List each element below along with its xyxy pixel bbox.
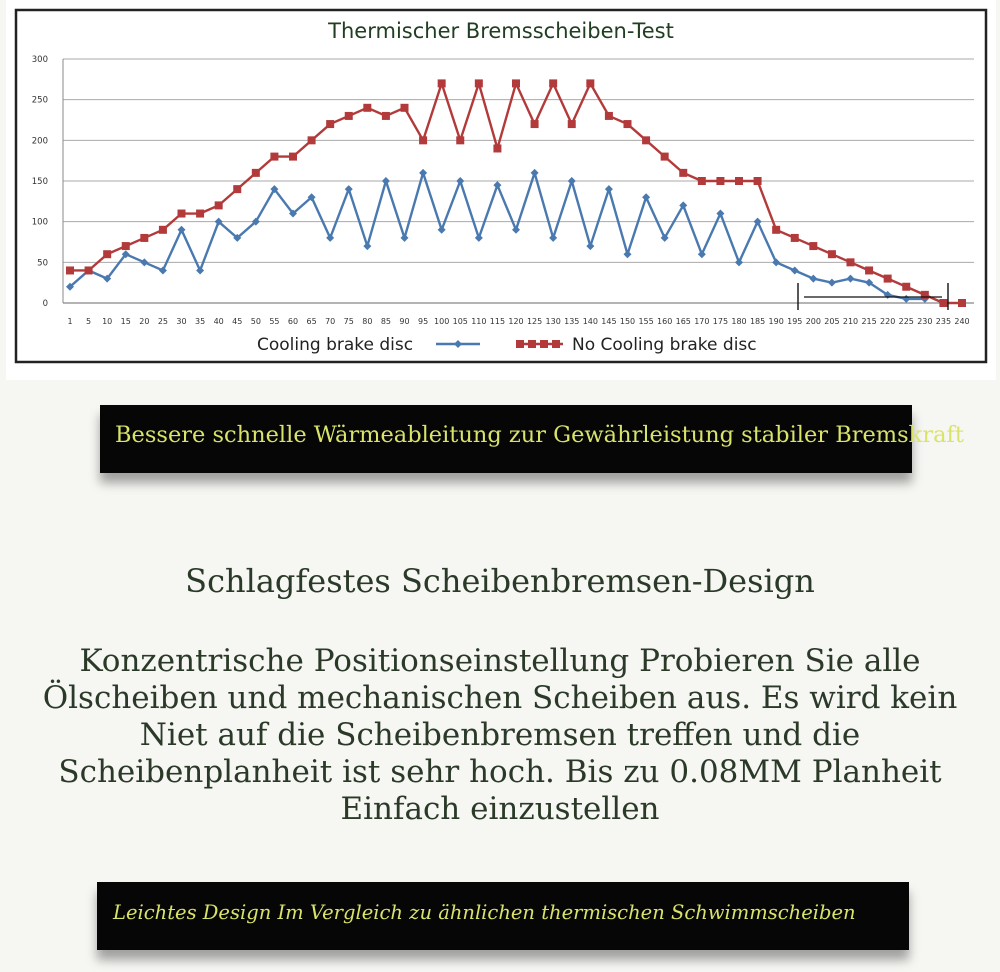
data-point <box>66 266 74 274</box>
bottom-banner-text: Leichtes Design Im Vergleich zu ähnlichen thermischen Schwimmscheiben <box>113 901 856 924</box>
data-point <box>679 169 687 177</box>
x-tick-label: 135 <box>564 317 580 326</box>
data-point <box>456 136 464 144</box>
section-body-line: Einfach einzustellen <box>340 791 660 827</box>
x-tick-label: 160 <box>657 317 673 326</box>
x-tick-label: 85 <box>380 317 392 326</box>
data-point <box>809 242 817 250</box>
data-point <box>791 234 799 242</box>
data-point <box>512 79 520 87</box>
x-tick-label: 65 <box>306 317 317 326</box>
data-point <box>85 266 93 274</box>
legend-label-no-cooling: No Cooling brake disc <box>572 335 757 355</box>
section-body-line: Konzentrische Positionseinstellung Probieren Sie alle <box>79 643 921 679</box>
x-tick-label: 5 <box>86 317 92 326</box>
x-tick-label: 230 <box>917 317 933 326</box>
x-tick-label: 155 <box>638 317 654 326</box>
x-tick-label: 110 <box>471 317 487 326</box>
data-point <box>698 177 706 185</box>
x-tick-label: 35 <box>194 317 206 326</box>
legend-marker-no-cooling <box>540 340 548 348</box>
data-point <box>642 136 650 144</box>
data-point <box>735 177 743 185</box>
brake-disc-temperature-chart <box>6 0 996 380</box>
x-tick-label: 125 <box>526 317 543 326</box>
data-point <box>865 266 873 274</box>
legend-marker-no-cooling <box>528 340 536 348</box>
data-point <box>103 250 111 258</box>
section-body <box>0 643 1000 828</box>
data-point <box>122 242 130 250</box>
x-tick-label: 55 <box>269 317 280 326</box>
x-tick-label: 1 <box>67 317 73 326</box>
data-point <box>902 283 910 291</box>
x-tick-label: 195 <box>787 317 803 326</box>
x-tick-label: 130 <box>545 317 561 326</box>
x-tick-label: 180 <box>731 317 747 326</box>
chart-panel <box>6 0 996 380</box>
x-tick-label: 200 <box>805 317 821 326</box>
x-tick-label: 240 <box>954 317 970 326</box>
data-point <box>419 136 427 144</box>
x-tick-label: 75 <box>343 317 354 326</box>
data-point <box>401 104 409 112</box>
x-tick-label: 10 <box>102 317 113 326</box>
x-tick-label: 50 <box>250 317 261 326</box>
x-tick-label: 225 <box>898 317 914 326</box>
x-tick-label: 80 <box>362 317 373 326</box>
data-point <box>475 79 483 87</box>
data-point <box>438 79 446 87</box>
x-tick-label: 165 <box>675 317 691 326</box>
y-tick-label: 50 <box>37 258 48 269</box>
x-tick-label: 175 <box>712 317 729 326</box>
data-point <box>828 250 836 258</box>
y-tick-label: 0 <box>42 299 48 309</box>
data-point <box>363 104 371 112</box>
data-point <box>921 291 929 299</box>
x-tick-label: 220 <box>880 317 896 326</box>
y-tick-label: 100 <box>31 217 48 228</box>
data-point <box>624 120 632 128</box>
data-point <box>326 120 334 128</box>
data-point <box>196 210 204 218</box>
data-point <box>568 120 576 128</box>
x-tick-label: 45 <box>232 317 243 326</box>
x-tick-label: 25 <box>157 317 169 326</box>
data-point <box>215 201 223 209</box>
chart-frame-border <box>16 10 986 362</box>
x-tick-label: 185 <box>749 317 766 326</box>
x-tick-label: 120 <box>508 317 524 326</box>
data-point <box>382 112 390 120</box>
y-tick-label: 150 <box>31 177 48 187</box>
data-point <box>140 234 148 242</box>
x-tick-label: 190 <box>768 317 784 326</box>
data-point <box>939 299 947 307</box>
section-body-line: Niet auf die Scheibenbremsen treffen und die <box>139 717 861 753</box>
data-point <box>586 79 594 87</box>
y-tick-label: 300 <box>31 55 48 65</box>
x-tick-label: 140 <box>582 317 598 326</box>
legend-marker-no-cooling <box>552 340 560 348</box>
data-point <box>772 226 780 234</box>
y-tick-label: 200 <box>31 136 48 147</box>
data-point <box>549 79 557 87</box>
data-point <box>345 112 353 120</box>
data-point <box>754 177 762 185</box>
x-tick-label: 30 <box>176 317 187 326</box>
data-point <box>308 136 316 144</box>
data-point <box>178 210 186 218</box>
x-tick-label: 170 <box>694 317 710 326</box>
section-heading: Schlagfestes Scheibenbremsen-Design <box>185 562 815 600</box>
legend-label-cooling: Cooling brake disc <box>257 335 414 355</box>
x-tick-label: 90 <box>399 317 410 326</box>
x-tick-label: 40 <box>213 317 224 326</box>
data-point <box>605 112 613 120</box>
x-tick-label: 60 <box>287 317 299 326</box>
data-point <box>493 144 501 152</box>
section-body-line: Scheibenplanheit ist sehr hoch. Bis zu 0.08MM Planheit <box>58 754 942 790</box>
data-point <box>884 275 892 283</box>
x-tick-label: 20 <box>139 317 150 326</box>
data-point <box>252 169 260 177</box>
x-tick-label: 210 <box>842 317 859 326</box>
x-tick-label: 145 <box>601 317 617 326</box>
y-tick-label: 250 <box>31 95 48 106</box>
x-tick-label: 205 <box>824 317 840 326</box>
data-point <box>159 226 167 234</box>
x-tick-label: 150 <box>619 317 636 326</box>
x-tick-label: 215 <box>861 317 877 326</box>
x-tick-label: 115 <box>489 317 506 326</box>
data-point <box>270 153 278 161</box>
data-point <box>661 153 669 161</box>
top-banner-text: Bessere schnelle Wärmeableitung zur Gewährleistung stabiler Bremskraft <box>115 422 964 448</box>
legend-marker-no-cooling <box>516 340 524 348</box>
x-tick-label: 70 <box>325 317 336 326</box>
x-tick-label: 15 <box>120 317 131 326</box>
x-tick-label: 235 <box>935 317 952 326</box>
chart-title: Thermischer Bremsscheiben-Test <box>328 19 674 43</box>
data-point <box>847 258 855 266</box>
data-point <box>716 177 724 185</box>
x-tick-label: 95 <box>417 317 429 326</box>
section-body-line: Ölscheiben und mechanischen Scheiben aus. Es wird kein <box>42 680 958 716</box>
data-point <box>289 153 297 161</box>
data-point <box>958 299 966 307</box>
data-point <box>233 185 241 193</box>
data-point <box>531 120 539 128</box>
x-tick-label: 100 <box>434 317 450 326</box>
x-tick-label: 105 <box>452 317 468 326</box>
